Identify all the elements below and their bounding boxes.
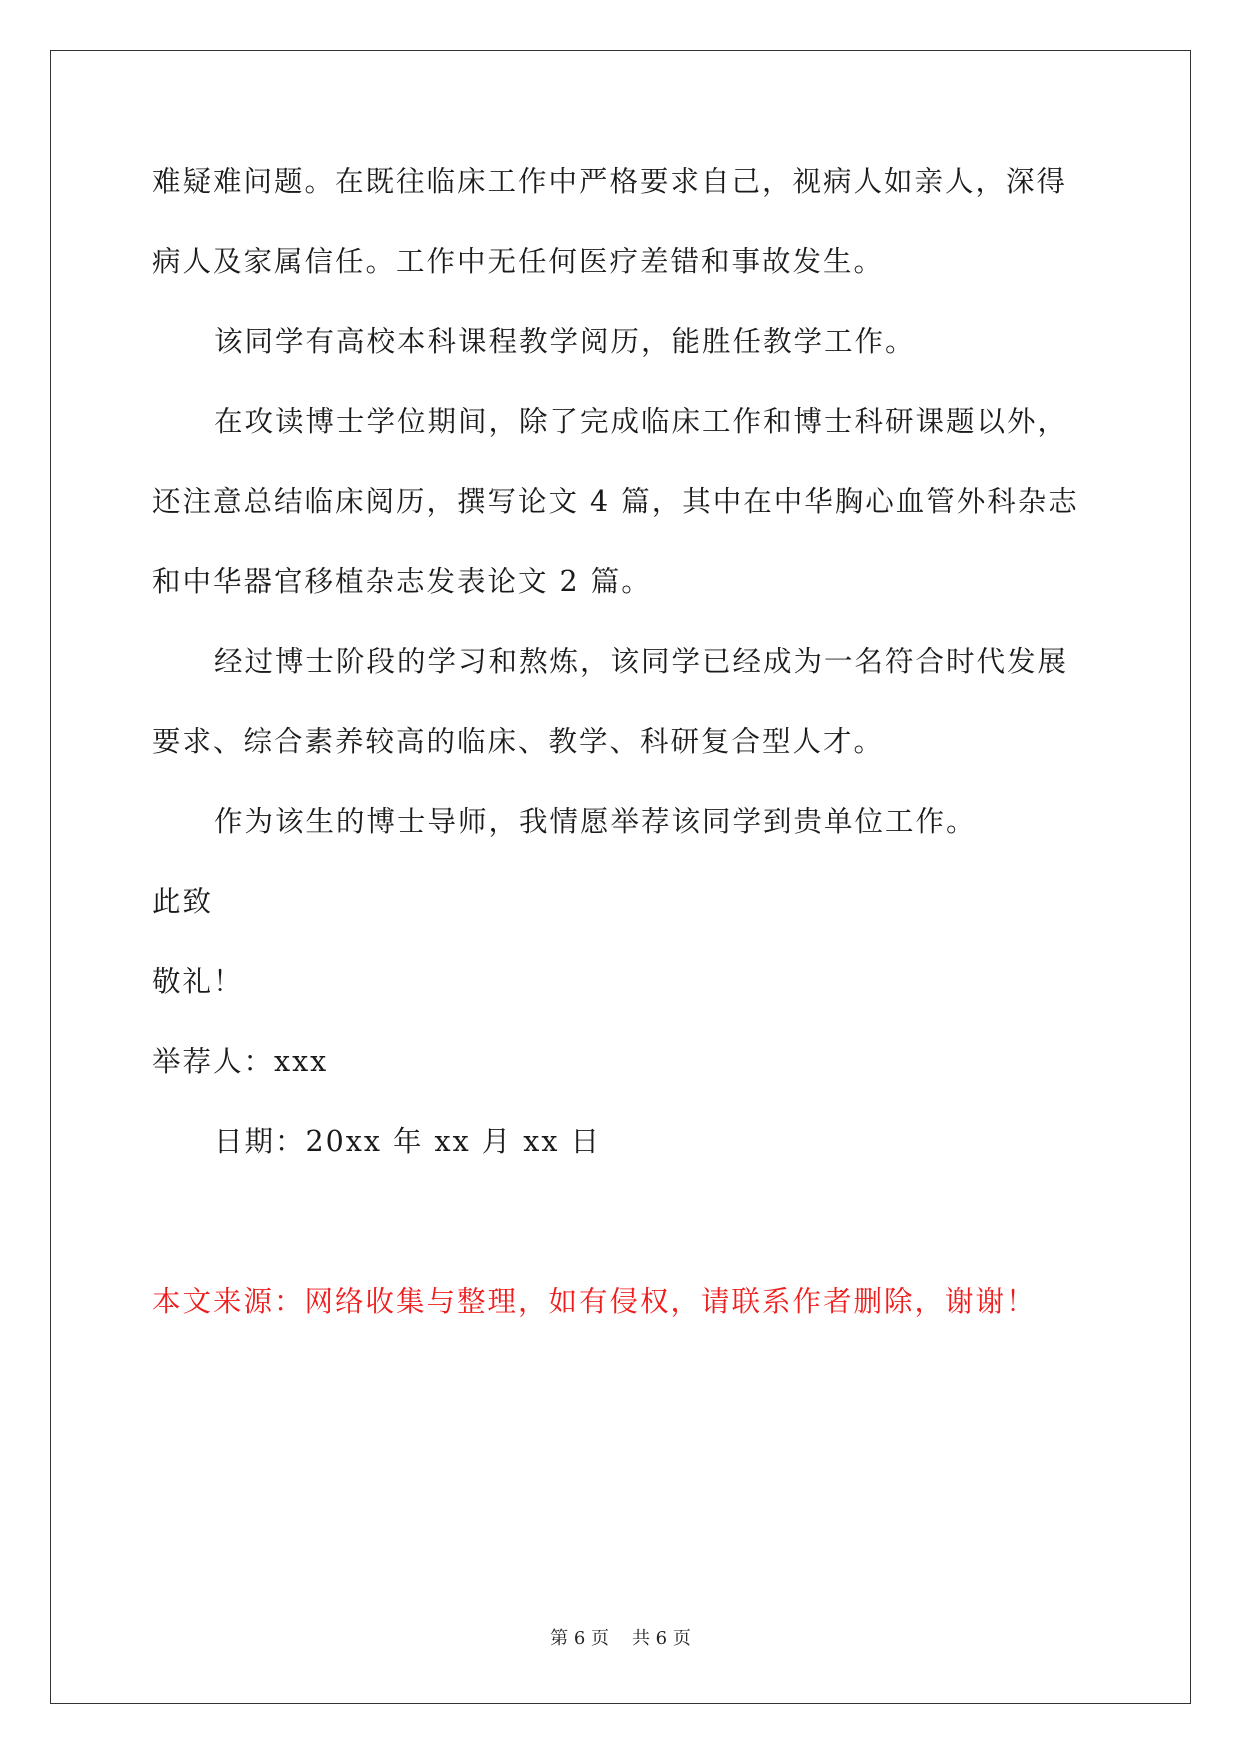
recommender-signature: 举荐人：xxx: [152, 1045, 329, 1078]
paragraph-line: 要求、综合素养较高的临床、教学、科研复合型人才。: [152, 725, 885, 758]
paragraph-line: 在攻读博士学位期间，除了完成临床工作和博士科研课题以外，: [214, 405, 1069, 438]
paragraph-line: 作为该生的博士导师，我情愿举荐该同学到贵单位工作。: [214, 805, 977, 838]
paragraph-line: 该同学有高校本科课程教学阅历，能胜任教学工作。: [214, 325, 916, 358]
paragraph-line: 难疑难问题。在既往临床工作中严格要求自己，视病人如亲人，深得: [152, 165, 1068, 198]
paragraph-line: 和中华器官移植杂志发表论文 2 篇。: [152, 565, 652, 598]
page-border: [50, 50, 1191, 1704]
closing-regards: 敬礼！: [152, 965, 244, 998]
page-number-footer: 第 6 页 共 6 页: [550, 1628, 691, 1649]
paragraph-line: 病人及家属信任。工作中无任何医疗差错和事故发生。: [152, 245, 885, 278]
closing-salutation: 此致: [152, 885, 214, 918]
date-line: 日期：20xx 年 xx 月 xx 日: [214, 1125, 602, 1158]
paragraph-line: 经过博士阶段的学习和熬炼，该同学已经成为一名符合时代发展: [214, 645, 1069, 678]
paragraph-line: 还注意总结临床阅历，撰写论文 4 篇，其中在中华胸心血管外科杂志: [152, 485, 1079, 518]
source-notice: 本文来源：网络收集与整理，如有侵权，请联系作者删除，谢谢！: [152, 1285, 1037, 1318]
